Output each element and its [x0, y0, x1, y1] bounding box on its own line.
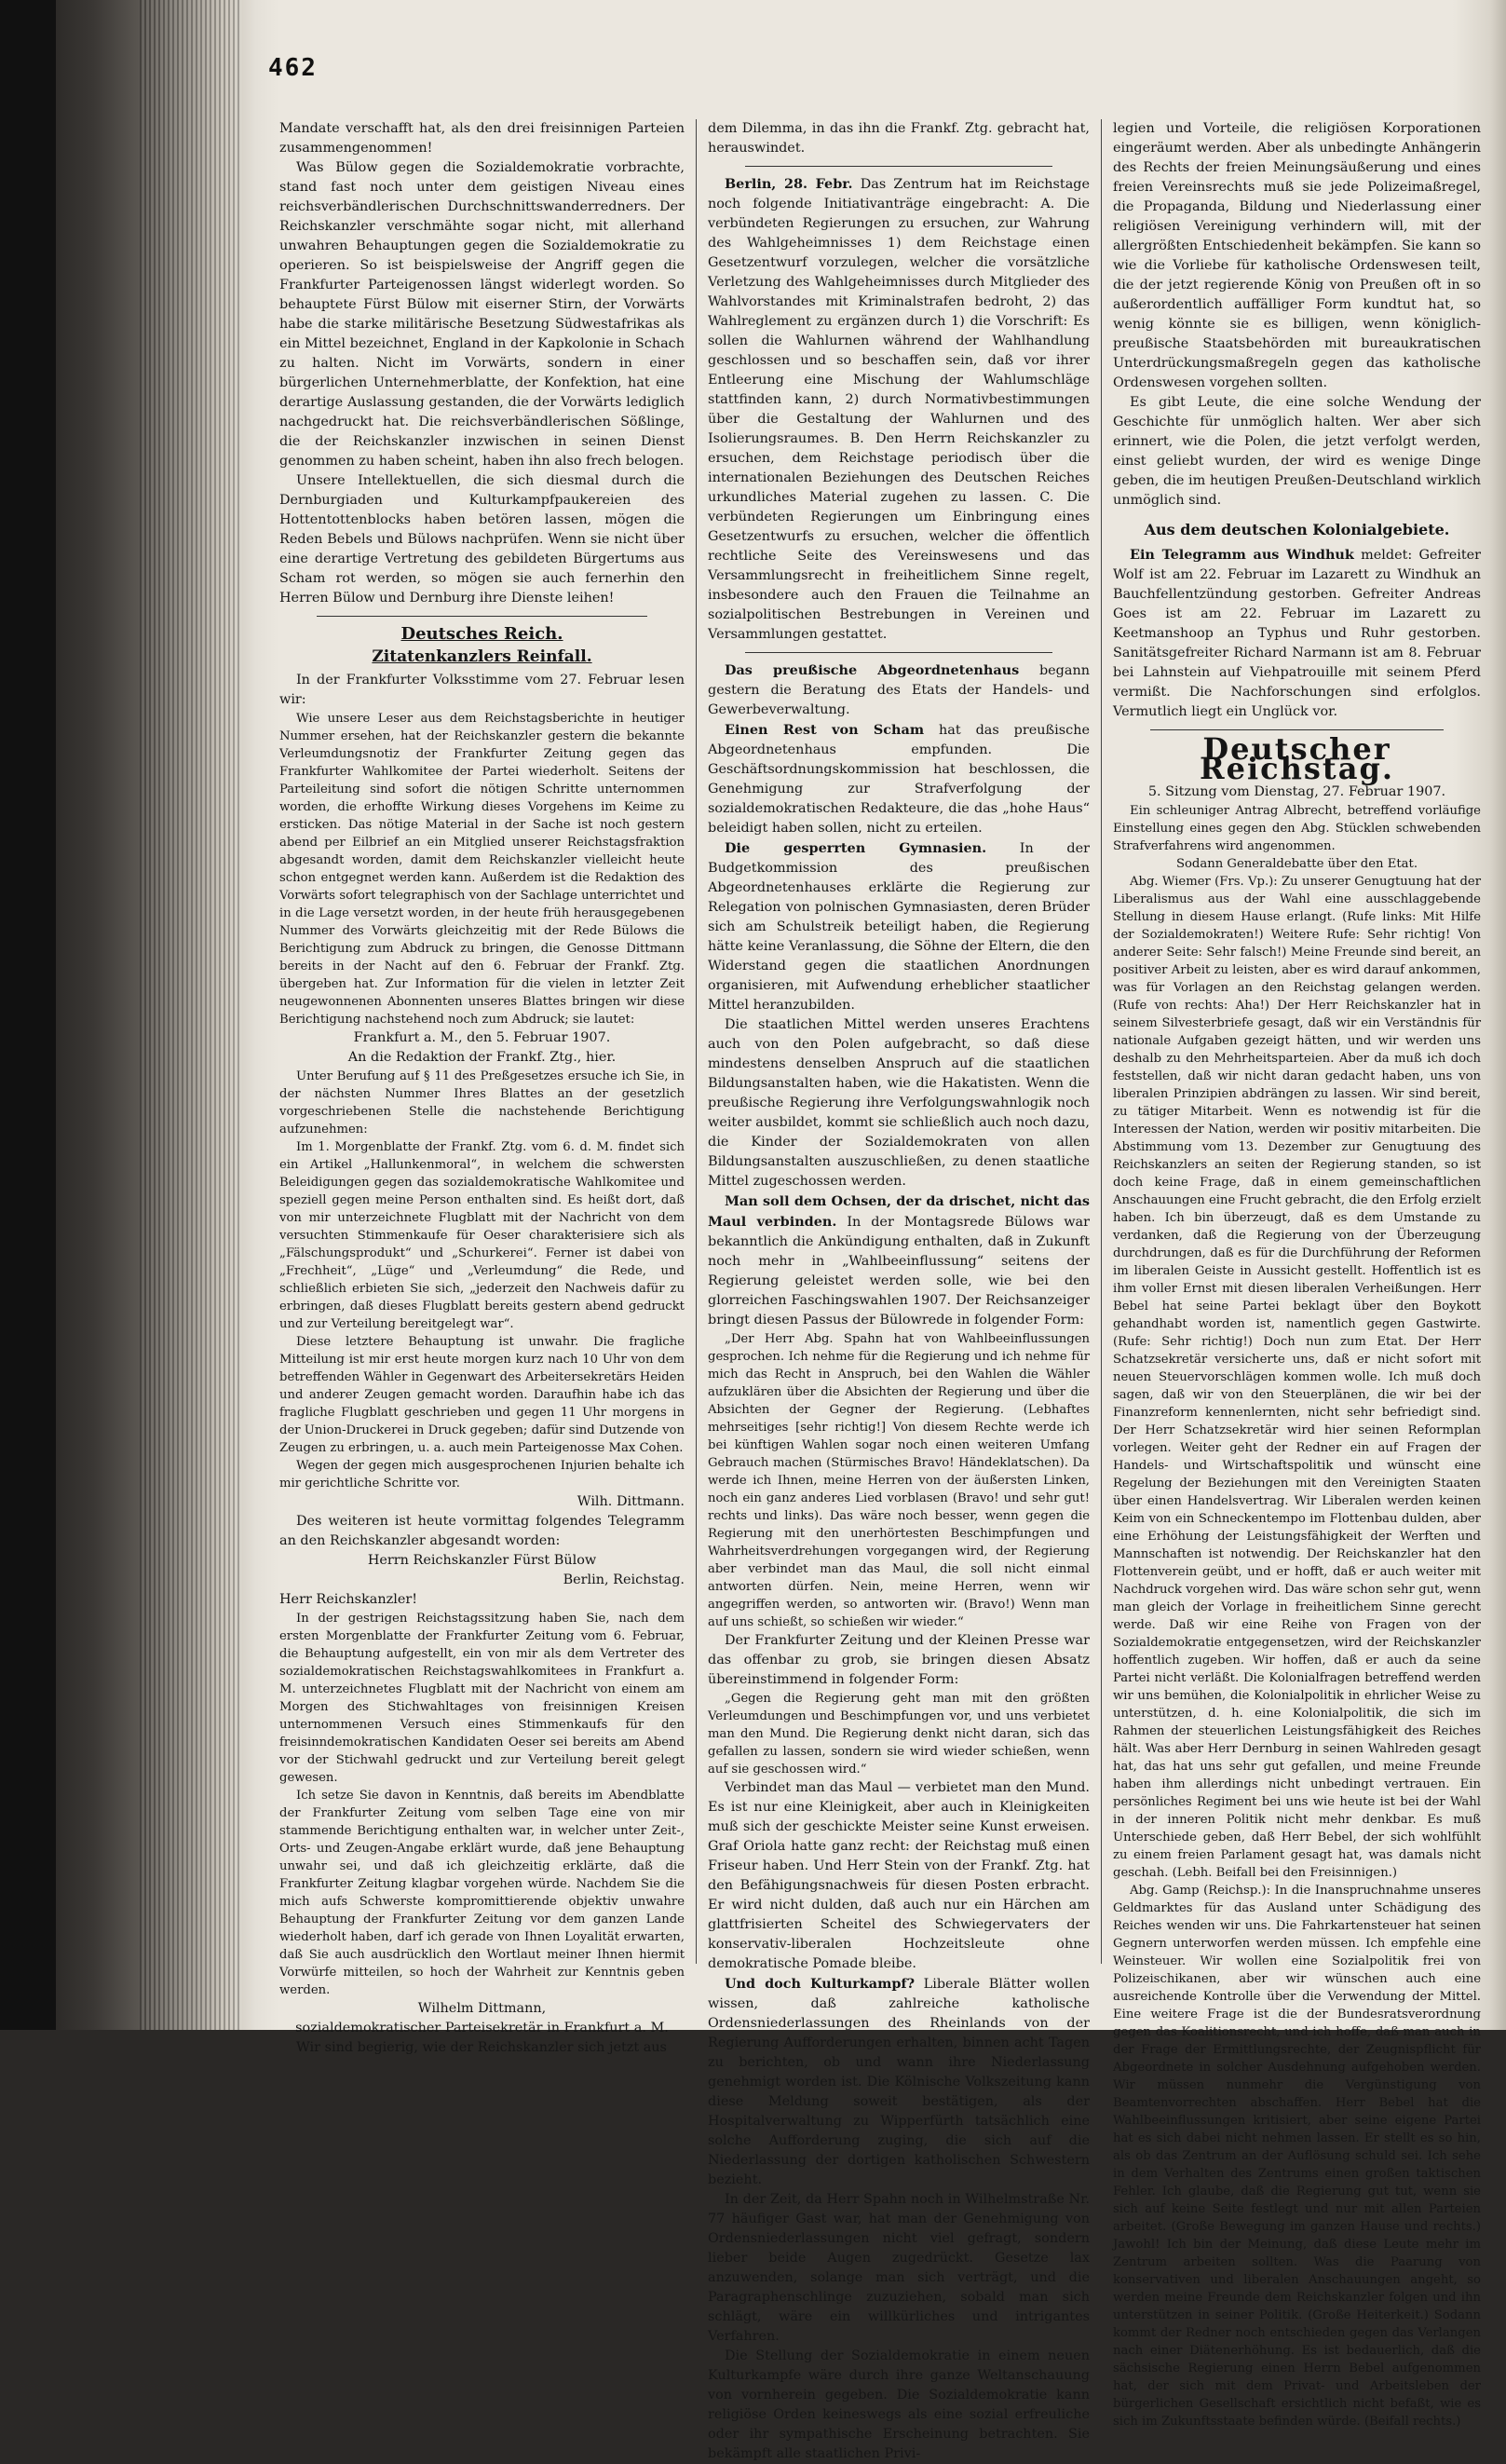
paragraph: Mandate verschafft hat, als den drei freisinnigen Parteien zusammengenommen! [279, 121, 685, 156]
paragraph: Wegen der gegen mich ausgesprochenen Injurien behalte ich mir gerichtliche Schritte vor. [279, 1459, 685, 1491]
signature-title: sozialdemokratischer Parteisekretär in Frankfurt a. M. [295, 2021, 669, 2035]
news-item [708, 1191, 1090, 1330]
telegram-salutation: Herr Reichskanzler! [279, 1592, 417, 1607]
paragraph: Es gibt Leute, die eine solche Wendung der Geschichte für unmöglich halten. Wer aber sich erinnert, wie die Polen, die jetzt verfolgt werden, einst geliebt wurden, der wird es wenige Dinge geben, die im heutigen Preußen-Deutschland wirklich unmöglich sind. [1113, 395, 1481, 508]
news-item-lead: Und doch Kulturkampf? [725, 1976, 916, 1992]
addressee: An die Redaktion der Frankf. Ztg., hier. [347, 1050, 617, 1065]
news-item [708, 1974, 1090, 2190]
news-item-lead: Berlin, 28. Febr. [725, 176, 853, 192]
news-item-text: Liberale Blätter wollen wissen, daß zahlreiche katholische Ordensniederlassungen des Rheinlands von der Regierung Aufforderungen erhalten, binnen acht Tagen zu berichten, ob und wann ihre Niederlassung genehmigt worden ist. Die Kölnische Volkszeitung kann diese Meldung soweit bestätigen, als der Hospitalverwaltung zu Wipperfürth tatsächlich eine solche Aufforderung zuging, die sich auf die Niederlassung der dortigen katholischen Schwestern bezieht. [708, 1977, 1091, 2187]
signature: Wilhelm Dittmann, [417, 2001, 547, 2016]
section-divider [745, 166, 1052, 167]
book-spine [0, 0, 56, 2030]
section-heading: Deutsches Reich. [400, 624, 563, 644]
paragraph: Ein schleuniger Antrag Albrecht, betreffend vorläufige Einstellung eines gegen den Abg. Stücklen schwebenden Strafverfahrens wird angenommen. [1113, 804, 1481, 853]
paragraph: Sodann Generaldebatte über den Etat. [1175, 857, 1418, 871]
paragraph: Ich setze Sie davon in Kenntnis, daß bereits im Abendblatte der Frankfurter Zeitung vom selben Tage eine von mir stammende Berichtigung enthalten war, in welcher unter Zeit-, Orts- und Zeugen-Angabe erklärt wurde, daß jene Behauptung unwahr sei, und daß ich gleichzeitig erklärte, daß die Frankfurter Zeitung klagbar vorgehen würde. Nachdem Sie die mich aufs Schwerste kompromittierende objektiv unwahre Behauptung der Frankfurter Zeitung vor dem ganzen Lande wiederholt haben, darf ich gerade von Ihnen Loyalität erwarten, daß Sie auch ausdrücklich den Wortlaut meiner Ihnen hiermit Vorwürfe mitteilen, so hoch der Wahrheit zur Kenntnis geben werden. [279, 1789, 685, 1997]
section-divider [1150, 729, 1444, 730]
paragraph: Unter Berufung auf § 11 des Preßgesetzes ersuche ich Sie, in der nächsten Nummer Ihres Blattes an der gesetzlich vorgeschriebenen Stelle die nachstehende Berichtigung aufzunehmen: [279, 1069, 685, 1137]
news-item-text: meldet: Gefreiter Wolf ist am 22. Februar im Lazarett zu Windhuk an Bauchfellentzündung gestorben. Gefreiter Andreas Goes ist am 22. Februar im Lazarett zu Keetmanshoop an Typhus und Ruhr gestorben. Sanitätsgefreiter Richard Narmann ist am 8. Februar bei Lahnstein auf Viehpatrouille mit seinem Pferd vermißt. Die Nachforschungen sind erfolglos. Vermutlich liegt ein Unglück vor. [1113, 548, 1482, 719]
column-middle [708, 119, 1091, 2461]
paragraph: legien und Vorteile, die religiösen Korporationen eingeräumt werden. Aber als unbedingte Anhängerin des Rechts der freien Meinungsäußerung und eines freien Vereinsrechts muß sie jede Polizeimaßregel, die Propaganda, Bildung und Niederlassung einer religiösen Vereinigung verhindern will, mit der allergrößten Entschiedenheit bekämpfen. Sie kann so wie die Vorliebe für katholische Ordenswesen teilt, die der jetzt regierende König von Preußen oft in so außerordentlich auffälliger Form kundtut hat, so wenig könnte sie es billigen, wenn königlich-preußische Staatsbehörden mit bureaukratischen Unterdrückungsmaßregeln gegen das katholische Ordenswesen vorgehen sollten. [1113, 121, 1481, 390]
paragraph: Die Stellung der Sozialdemokratie in einem neuen Kulturkampfe wäre durch ihre ganze Weltanschauung von vornherein gegeben. Die Sozialdemokratie kann religiöse Orden keineswegs als eine sozial erfreuliche oder ihr sympathische Erscheinung betrachten. Sie bekämpft alle staatlichen Privi- [708, 2348, 1090, 2461]
news-item [1113, 545, 1481, 722]
news-item-text: hat das preußische Abgeordnetenhaus empfunden. Die Geschäftsordnungskommission hat beschlossen, die Genehmigung zur Strafverfolgung der sozialdemokratischen Redakteure, die das „hohe Haus“ beleidigt haben sollen, nicht zu erteilen. [708, 723, 1090, 836]
page-number: 462 [268, 54, 318, 82]
paragraph: Abg. Wiemer (Frs. Vp.): Zu unserer Genugtuung hat der Liberalismus aus der Wahl eine ausschlaggebende Stellung in diesem Hause erlangt. (Rufe links: Mit Hilfe der Sozialdemokraten!) Weitere Rufe: Sehr richtig! Von anderer Seite: Sehr falsch!) Meine Freunde sind bereit, an positiver Arbeit zu leisten, aber es wird darauf ankommen, was für Vorlagen an den Reichstag gelangen werden. (Rufe von rechts: Aha!) Der Herr Reichskanzler hat in seinem Silvesterbriefe gesagt, daß wir ein Verständnis für nationale Aufgaben gezeigt hätten, und wir werden uns deshalb zu den Mehrheitsparteien. Aber da muß ich doch feststellen, daß wir nicht daran gedacht haben, uns von liberalen Prinzipien abdrängen zu lassen. Wir sind bereit, zu tätiger Mitarbeit. Wenn es notwendig ist für die Interessen der Nation, werden wir positiv mitarbeiten. Die Abstimmung vom 13. Dezember zur Genugtuung des Reichskanzlers an seiten der Regierung standen, so ist doch keine Frage, daß in einem gemeinschaftlichen Anschauungen eine Frucht gebracht, die den Erfolg erzielt haben. Ich bin überzeugt, daß es dem Umstande zu verdanken, daß die Regierung von der Überzeugung durchdrungen, daß es für die Durchführung der Reformen im liberalen Geiste in Aussicht gestellt. Hoffentlich ist es ihm voller Ernst mit diesen liberalen Verheißungen. Herr Bebel hat seine Partei beklagt über den Boykott gehandhabt worden ist, namentlich gegen Gastwirte. (Rufe: Sehr richtig!) Doch nun zum Etat. Der Herr Schatzsekretär versicherte uns, daß er nicht sofort mit neuen Steuervorschlägen kommen wolle. Ich muß doch sagen, daß wir von den Steuerplänen, die wir bei der Finanzreform kennenlernten, nicht sehr befriedigt sind. Der Herr Schatzsekretär wird hier seinen Reformplan vorlegen. Weiter geht der Redner ein auf Fragen der Handels- und Wirtschaftspolitik und wünscht eine Regelung der Beziehungen mit den Vereinigten Staaten über einen Handelsvertrag. Wir Liberalen werden keinen Keim von ein Schneckentempo im Flottenbau dulden, aber eine Erhöhung der Leistungsfähigkeit der Werften und Mannschaften ist notwendig. Der Reichskanzler hat den Flottenverein geübt, und er hofft, daß er auch weiter mit Nachdruck vorgehen wird. Das wäre schon sehr gut, wenn man gleich der Vorlage in freiheitlichem Sinne gerecht werde. Daß wir eine Reihe von Fragen von der Sozialdemokratie entgegensetzen, wird der Reichskanzler hoffentlich zugeben. Wir hoffen, daß er auch da seine Partei nicht verläßt. Die Kolonialfragen betreffend werden wir uns bemühen, die Kolonialpolitik in ehrlicher Weise zu unterstützen, d. h. eine Kolonialpolitik, die sich im Rahmen der steuerlichen Leistungsfähigkeit des Reiches hält. Was aber Herr Dernburg in seinen Wahlreden gesagt hat, das hat uns sehr gut gefallen, und meine Freunde haben ihm allerdings nicht unbedingt vertrauen. Ein persönliches Regiment bei uns wie heute ist bei der Wahl in der inneren Politik nicht mehr denkbar. Es muß Unterschiede geben, daß Herr Bebel, der sich wohlfühlt zu einem freien Parlament gesagt hat, was damals nicht geschah. (Lebh. Beifall bei den Freisinnigen.) [1113, 875, 1481, 1880]
section-divider [317, 616, 647, 617]
column-left [279, 119, 685, 2055]
quotation: „Gegen die Regierung geht man mit den größten Verleumdungen und Beschimpfungen vor, und uns verbietet man den Mund. Die Regierung denkt nicht daran, sich das gefallen zu lassen, sondern sie wird wieder schießen, wenn auf sie geschossen wird.“ [708, 1692, 1090, 1777]
paragraph: Verbindet man das Maul — verbietet man den Mund. Es ist nur eine Kleinigkeit, aber auch in Kleinigkeiten muß sich der geschickte Meister seine Kunst erweisen. Graf Oriola hatte ganz recht: der Reichstag muß einen Friseur haben. Und Herr Stein von der Frankf. Ztg. hat den Befähigungsnachweis für diesen Posten erbracht. Er wird nicht dulden, daß auch nur ein Härchen am glattfrisierten Scheitel des Schwiegervaters der konservativ-liberalen Hochzeitsleute ohne demokratische Pomade bleibe. [708, 1780, 1090, 1971]
dateline: Frankfurt a. M., den 5. Februar 1907. [353, 1030, 611, 1045]
paragraph: In der Frankfurter Volksstimme vom 27. Februar lesen wir: [279, 673, 685, 707]
article-headline: Zitatenkanzlers Reinfall. [372, 647, 592, 666]
news-item [708, 174, 1090, 645]
paragraph: Abg. Gamp (Reichsp.): In die Inanspruchnahme unseres Geldmarktes für das Ausland unter Schädigung des Reiches wenden wir uns. Die Fahrkartensteuer hat seinen Gegnern unterworfen werden müssen. Ich empfehle eine Weinsteuer. Wir wollen eine Sozialpolitik frei von Polizeischikanen, aber wir wünschen auch eine ausreichende Kontrolle über die Verwendung der Mittel. Eine weitere Frage ist die der Bundesratsverordnung gegen das Koalitionsrecht, und ich hoffe, daß man auch in der Frage der Ermittlungsrechte, der Zeugnispflicht für Abgeordnete in solcher Ausdehnung aufgehoben werden. Wir müssen nunmehr die Vergünstigung von Beamtenvorrechten abschaffen. Herr Bebel hat die Wahlbeeinflussungen kritisiert, aber seine eigene Partei hat es sich dabei nicht nehmen lassen. Er stellt es so hin, als ob das Zentrum an der Auflösung schuld sei. Ich sehe in dem Verhalten des Zentrums einen großen taktischen Fehler. Ich glaube, daß die Regierung gut tut, wenn sie sich auf keine Seite festlegt und nur mit allen Parteien arbeitet. (Große Bewegung im ganzen Hause und rechts.) Jawohl! Ich bin der Meinung, daß diese Leute mehr im Zentrum arbeiten sollten. Was die Paarung von konservativen und liberalen Anschauungen angeht, so werden meine Freunde dem Reichskanzler folgen und ihn unterstützen in seiner Politik. (Große Heiterkeit.) Sodann kommt der Redner noch entschieden gegen das Verlangen nach einer Diätenerhöhung. Es ist bedauerlich, daß die sächsische Regierung einen Herrn Bebel aufgenommen hat, der sich mit dem Privat- und Arbeitsleben der bürgerlichen Gesellschaft ersichtlich nicht befaßt, wie es sich im Zukunftsstaate befinden würde. (Beifall rechts.) [1113, 1884, 1481, 2429]
news-item-text: begann gestern die Beratung des Etats der Handels- und Gewerbeverwaltung. [708, 663, 1090, 717]
news-item-text: Das Zentrum hat im Reichstage noch folgende Initiativanträge eingebracht: A. Die verbündeten Regierungen zu ersuchen, zur Wahrung des Wahlgeheimnisses 1) dem Reichstage einen Gesetzentwurf vorzulegen, welcher die vorsätzliche Verletzung des Wahlgeheimnisses durch Mitglieder des Wahlvorstandes mit Kriminalstrafen bedroht, 2) das Wahlreglement zu ergänzen durch 1) die Vorschrift: Es sollen die Wahlurnen während der Wahlhandlung geschlossen und so beschaffen sein, daß vor ihrer Entleerung eine Mischung der Wahlumschläge stattfinden kann, 2) durch Normativbestimmungen über die Gestaltung der Wahlurnen und des Isolierungsraumes. B. Den Herrn Reichskanzler zu ersuchen, dem Reichstage periodisch über die internationalen Beziehungen des Deutschen Reiches urkundliches Material zugehen zu lassen. C. Die verbündeten Regierungen um Einbringung eines Gesetzentwurfs zu ersuchen, welcher die öffentlich rechtliche Seite des Vereinswesens und das Versammlungsrecht in freiheitlichem Sinne regelt, insbesondere auch den Frauen die Teilnahme an sozialpolitischen Bestrebungen in Vereinen und Versammlungen gestattet. [708, 177, 1091, 642]
paragraph: Der Frankfurter Zeitung und der Kleinen Presse war das offenbar zu grob, sie bringen diesen Absatz übereinstimmend in folgender Form: [708, 1633, 1090, 1687]
page-edges [140, 0, 242, 2030]
paragraph: Die staatlichen Mittel werden unseres Erachtens auch von den Polen aufgebracht, so daß diese mindestens denselben Anspruch auf die staatlichen Bildungsanstalten haben, wie die Hakatisten. Wenn die preußische Regierung ihre Verfolgungswahnlogik noch weiter ausbildet, kommt sie schließlich auch noch dazu, die Kinder der Sozialdemokraten von allen Bildungsanstalten auszuschließen, zu denen staatliche Mittel zugeschossen werden. [708, 1017, 1090, 1189]
news-item-lead: Das preußische Abgeordnetenhaus [725, 662, 1020, 678]
news-item-lead: Einen Rest von Scham [725, 722, 925, 738]
news-item [708, 720, 1090, 838]
column-rule [696, 119, 697, 1964]
section-masthead: Deutscher Reichstag. [1200, 731, 1394, 786]
news-item-lead: Die gesperrten Gymnasien. [725, 840, 987, 856]
quotation: „Der Herr Abg. Spahn hat von Wahlbeeinflussungen gesprochen. Ich nehme für die Regierung und ich nehme für mich das Recht in Anspruch, bei den Wahlen die Wähler aufzuklären über die Absichten der Regierung und über die Absichten der Gegner der Regierung. (Lebhaftes mehrseitiges [sehr richtig!] Von diesem Rechte werde ich bei künftigen Wahlen sogar noch einen weiteren Umfang Gebrauch machen (Stürmisches Bravo! Händeklatschen). Da werde ich Ihnen, meine Herren von der äußersten Linken, noch ein ganz anderes Lied vorblasen (Bravo! und sehr gut! rechts und links). Das wäre noch besser, wenn gegen die Regierung mit den unerhörtesten Beschimpfungen und Wahrheitsverdrehungen vorgegangen wird, der Regierung aber verbindet man das Maul, die soll nicht einmal antworten dürfen. Nein, meine Herren, wenn wir angegriffen werden, so antworten wir. (Bravo!) Wenn man auf uns schießt, so schießen wir wieder.“ [708, 1332, 1090, 1629]
newspaper-page [268, 37, 1482, 2461]
section-heading: Aus dem deutschen Kolonialgebiete. [1144, 521, 1450, 538]
signature: Wilh. Dittmann. [577, 1494, 685, 1509]
section-divider [745, 652, 1052, 653]
news-item-text: In der Montagsrede Bülows war bekanntlich die Ankündigung enthalten, daß in Zukunft noch mehr in „Wahlbeeinflussung“ seitens der Regierung geleistet werden solle, wie bei den glorreichen Faschingswahlen 1907. Der Reichsanzeiger bringt diesen Passus der Bülowrede in folgender Form: [708, 1215, 1090, 1327]
paragraph: dem Dilemma, in das ihn die Frankf. Ztg. gebracht hat, herauswindet. [708, 121, 1090, 156]
paragraph: Im 1. Morgenblatte der Frankf. Ztg. vom 6. d. M. findet sich ein Artikel „Hallunkenmoral“, in welchem die schwersten Beleidigungen gegen das sozialdemokratische Wahlkomitee und speziell gegen meine Person enthalten sind. Es heißt dort, daß von mir unterzeichnete Flugblatt mit der Nachricht von dem versuchten Stimmenkaufe für Oeser charakterisiere sich als „Fälschungsprodukt“ und „Schurkerei“. Ferner ist dabei von „Frechheit“, „Lüge“ und „Verleumdung“ die Rede, und schließlich erbieten Sie sich, „jederzeit den Nachweis dafür zu erbringen, daß dieses Flugblatt bereits gestern abend gedruckt und zur Verteilung bereitgelegt war“. [279, 1140, 685, 1331]
news-item [708, 838, 1090, 1015]
telegram-address: Berlin, Reichstag. [563, 1572, 685, 1587]
session-info: 5. Sitzung vom Dienstag, 27. Februar 1907. [1147, 784, 1446, 799]
news-item [708, 660, 1090, 720]
paragraph: Wir sind begierig, wie der Reichskanzler sich jetzt aus [296, 2040, 667, 2055]
paragraph: In der gestrigen Reichstagssitzung haben Sie, nach dem ersten Morgenblatte der Frankfurter Zeitung vom 6. Februar, die Behauptung aufgestellt, ein von mir als dem Vertreter des sozialdemokratischen Reichstagswahlkomitees in Frankfurt a. M. unterzeichnetes Flugblatt mit der Nachricht von einem am Morgen des Stichwahltages von freisinnigen Kreisen unternommenen Versuch eines Stimmenkaufs für den freisinndemokratischen Kandidaten Oeser sei bereits am Abend vor der Stichwahl gedruckt und zur Verteilung bereit gelegt gewesen. [279, 1612, 685, 1785]
paragraph: Wie unsere Leser aus dem Reichstagsberichte in heutiger Nummer ersehen, hat der Reichskanzler gestern die bekannte Verleumdungsnotiz der Frankfurter Zeitung gegen das Frankfurter Wahlkomitee der Partei wiederholt. Seitens der Parteileitung sind sofort die nötigen Schritte unternommen worden, die erhoffte Wirkung dieses Vorgehens im Keime zu ersticken. Das nötige Material in der Sache ist noch gestern abend per Eilbrief an ein Mitglied unserer Reichstagsfraktion abgesandt worden, damit dem Reichskanzler vielleicht heute schon entgegnet werden kann. Außerdem ist die Redaktion des Vorwärts sofort telegraphisch von der Sachlage unterrichtet und in die Lage versetzt worden, in der heute früh herausgegebenen Nummer des Vorwärts gleichzeitig mit der Rede Bülows die Berichtigung zum Abdruck zu bringen, die Genosse Dittmann bereits in der Nacht auf den 6. Februar der Frankf. Ztg. übergeben hat. Zur Information für die vielen in letzter Zeit neugewonnenen Abonnenten unseres Blattes bringen wir diese Berichtigung nachstehend noch zum Abdruck; sie lautet: [279, 712, 685, 1027]
paragraph: Des weiteren ist heute vormittag folgendes Telegramm an den Reichskanzler abgesandt worden: [279, 1514, 685, 1548]
column-right [1113, 119, 1482, 2429]
news-item-lead: Man soll dem Ochsen, der da drischet, nicht das Maul verbinden. [708, 1193, 1090, 1230]
column-rule [1101, 119, 1102, 1964]
news-item-text: In der Budgetkommission des preußischen Abgeordnetenhauses erklärte die Regierung zur Relegation von polnischen Gymnasiasten, deren Brüder sich am Schulstreik beteiligt haben, die Regierung hätte keine Veranlassung, die Söhne der Eltern, die den Widerstand gegen die staatlichen Anordnungen organisieren, mit Aufwendung erheblicher staatlicher Mittel heranzubilden. [708, 841, 1091, 1013]
paragraph: Was Bülow gegen die Sozialdemokratie vorbrachte, stand fast noch unter dem geistigen Niveau eines reichsverbändlerischen Durchschnittswanderredners. Der Reichskanzler verschmähte sogar nicht, mit allerhand unwahren Behauptungen gegen die Sozialdemokratie zu operieren. So ist beispielsweise der Angriff gegen die Frankfurter Parteigenossen längst widerlegt worden. So behauptete Fürst Bülow mit eiserner Stirn, der Vorwärts habe die starke militärische Besetzung Südwestafrikas als ein Mittel bezeichnet, England in der Kapkolonie in Schach zu halten. Nicht im Vorwärts, sondern in einer bürgerlichen Unternehmerblatte, der Konfektion, hat eine derartige Auslassung gestanden, die der Vorwärts lediglich nachgedruckt hat. Die reichsverbändlerischen Sößlinge, die der Reichskanzler inzwischen in seinen Dienst genommen zu haben scheint, haben ihn also frech belogen. [279, 160, 685, 469]
telegram-recipient: Herrn Reichskanzler Fürst Bülow [367, 1553, 597, 1568]
news-item-lead: Ein Telegramm aus Windhuk [1130, 547, 1354, 563]
paragraph: In der Zeit, da Herr Spahn noch in Wilhelmstraße Nr. 77 häufiger Gast war, hat man der Genehmigung von Ordensniederlassungen nicht viel gefragt, sondern lieber beide Augen zugedrückt. Gesetze lax anzuwenden, solange man sich verträgt, und die Paragraphenschlinge zuzuziehen, sobald man sich schlägt, wäre ein willkürliches und intrigantes Verfahren. [708, 2192, 1090, 2344]
paragraph: Unsere Intellektuellen, die sich diesmal durch die Dernburgiaden und Kulturkampfpaukereien des Hottentottenblocks haben betören lassen, mögen die Reden Bebels und Bülows nachprüfen. Wenn sie nicht über eine derartige Vertretung des gebildeten Bürgertums aus Scham rot werden, so mögen sie auch fernerhin den Herren Bülow und Dernburg ihre Dienste leihen! [279, 473, 685, 606]
paragraph: Diese letztere Behauptung ist unwahr. Die fragliche Mitteilung ist mir erst heute morgen kurz nach 10 Uhr von dem betreffenden Wähler in Gegenwart des Arbeitersekretärs Heiden und anderer Zeugen gemacht worden. Daraufhin habe ich das fragliche Flugblatt geschrieben und gegen 11 Uhr morgens in der Union-Druckerei in Druck gegeben; dafür sind Dutzende von Zeugen zu erbringen, u. a. auch mein Parteigenosse Max Cohen. [279, 1335, 685, 1455]
